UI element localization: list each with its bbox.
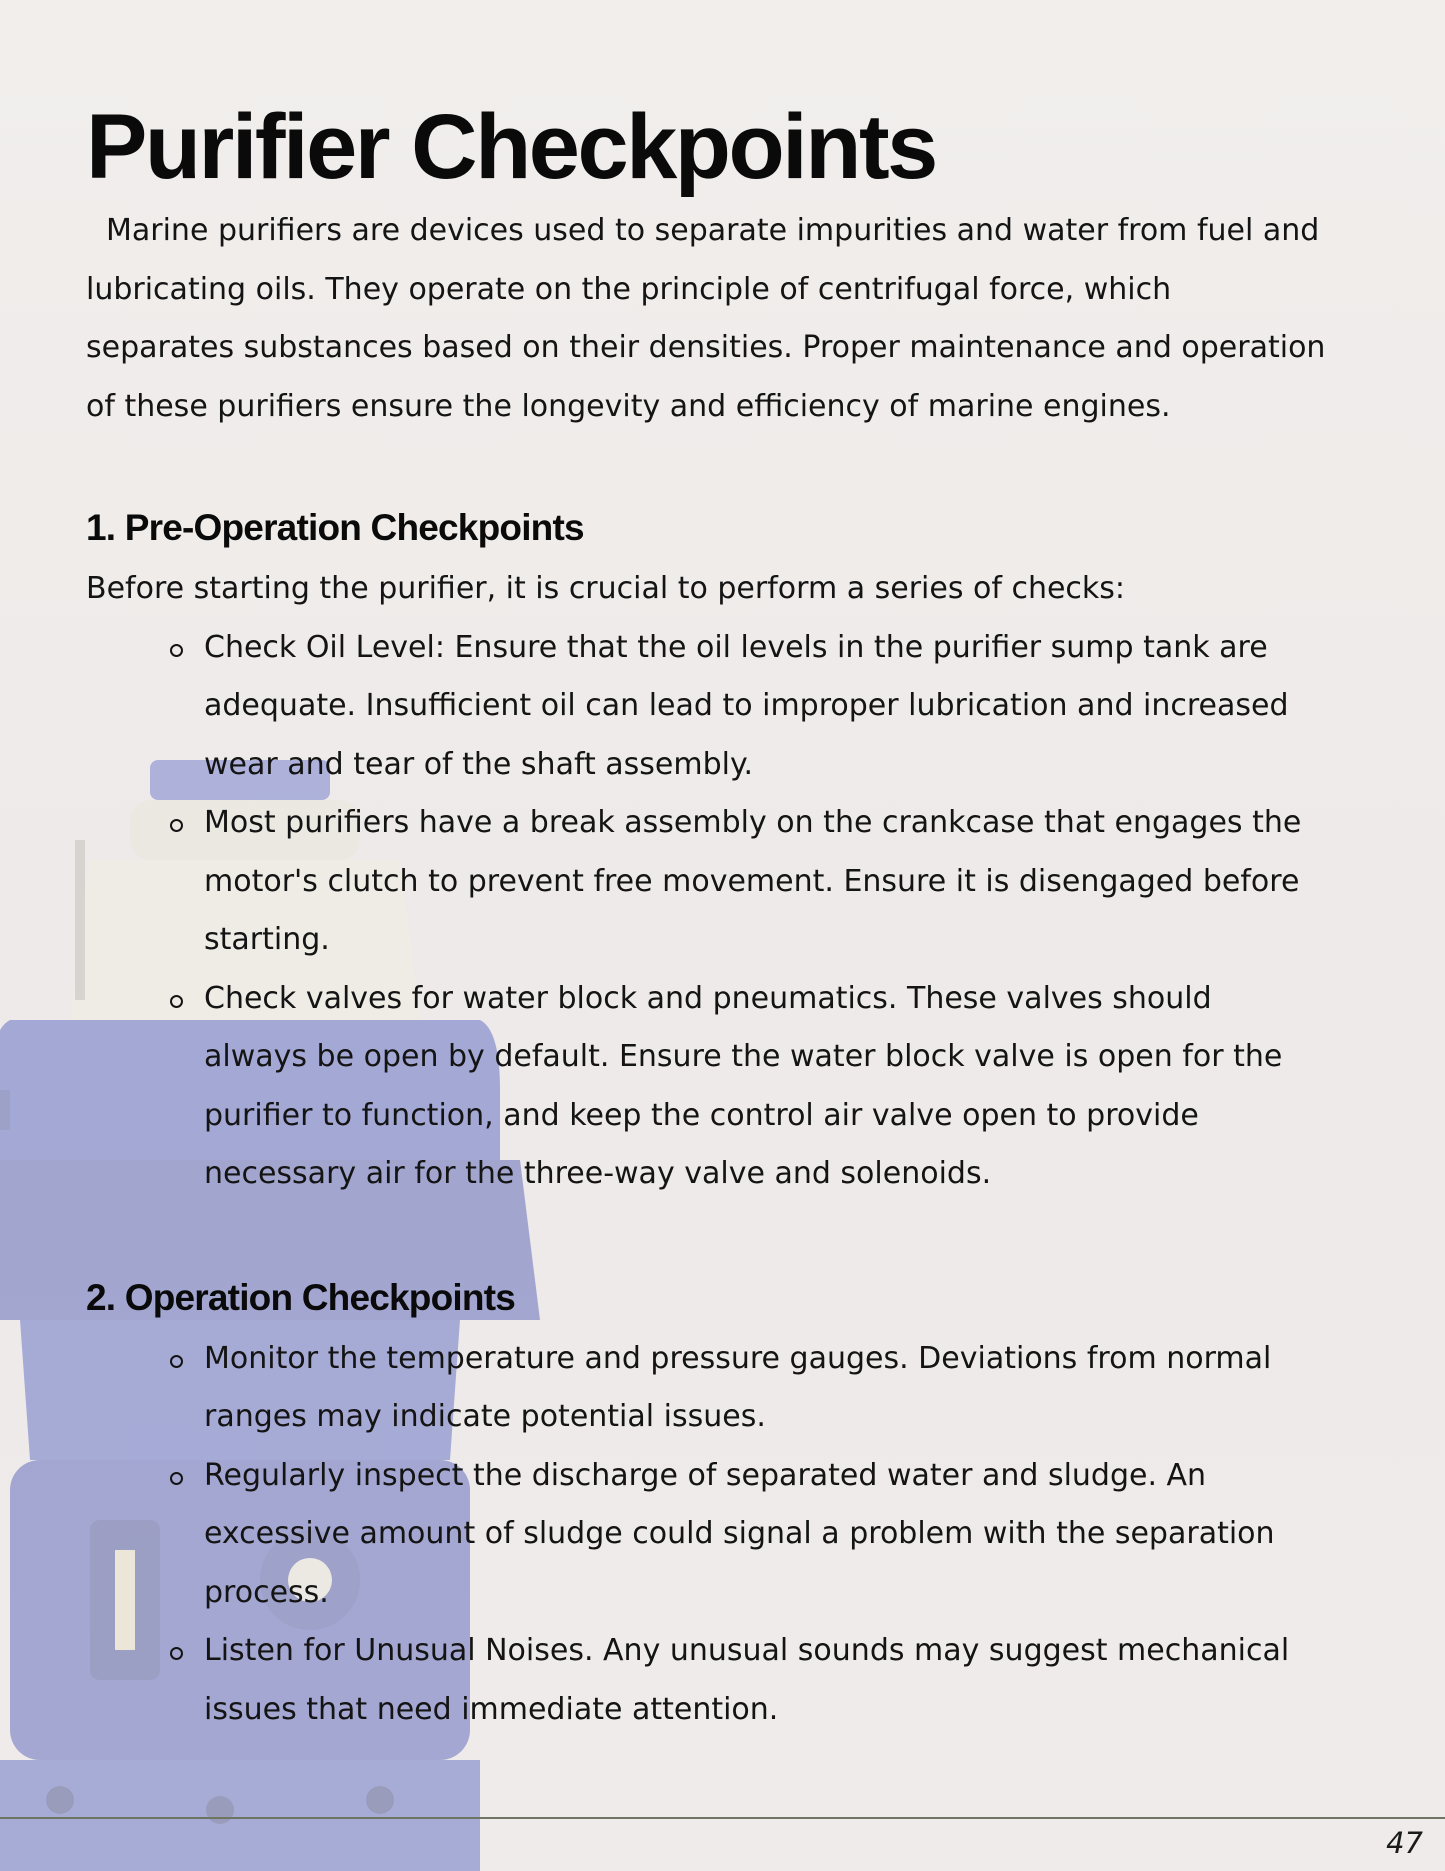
- operation-list: [86, 1330, 1346, 1740]
- bullet-circle-icon: [170, 1355, 183, 1368]
- page-number: 47: [1386, 1826, 1423, 1860]
- bullet-circle-icon: [170, 1472, 183, 1485]
- bullet-circle-icon: [170, 819, 183, 832]
- page-title: Purifier Checkpoints: [86, 96, 936, 198]
- list-item: [204, 1330, 1324, 1447]
- list-item: [204, 970, 1324, 1204]
- bullet-circle-icon: [170, 644, 183, 657]
- list-item-text: Listen for Unusual Noises. Any unusual sounds may suggest mechanical issues that need immediate attention.: [204, 1633, 1290, 1727]
- list-item-text: Check valves for water block and pneumatics. These valves should always be open by default. Ensure the water block valve is open for the purifier to function, and keep the control air valve open to provide necessary air for the three-way valve and solenoids.: [204, 980, 1283, 1191]
- footer-rule: [0, 1817, 1445, 1819]
- list-item-text: Regularly inspect the discharge of separated water and sludge. An excessive amount of sludge could signal a problem with the separation process.: [204, 1457, 1275, 1610]
- list-item: [204, 1622, 1324, 1739]
- list-item-text: Most purifiers have a break assembly on the crankcase that engages the motor's clutch to prevent free movement. Ensure it is disengaged before starting.: [204, 805, 1302, 957]
- list-item: [204, 1447, 1324, 1623]
- list-item: [204, 794, 1324, 970]
- pre-operation-list: [86, 619, 1346, 1204]
- list-item: [204, 619, 1324, 795]
- intro-paragraph: Marine purifiers are devices used to separate impurities and water from fuel and lubricating oils. They operate on the principle of centrifugal force, which separates substances based on their densities. Proper maintenance and operation of these purifiers ensure the longevity and efficiency of marine engines.: [86, 213, 1326, 424]
- section-heading-operation: 2. Operation Checkpoints: [86, 1276, 515, 1318]
- page-content: [86, 92, 1346, 1739]
- section-lead-pre-operation: Before starting the purifier, it is crucial to perform a series of checks:: [86, 571, 1126, 606]
- bullet-circle-icon: [170, 995, 183, 1008]
- section-heading-pre-operation: 1. Pre-Operation Checkpoints: [86, 507, 584, 548]
- list-item-text: Monitor the temperature and pressure gauges. Deviations from normal ranges may indicate potential issues.: [204, 1340, 1272, 1434]
- list-item-text: Check Oil Level: Ensure that the oil levels in the purifier sump tank are adequate. Insufficient oil can lead to improper lubrication and increased wear and tear of the shaft assembly.: [204, 629, 1289, 782]
- bullet-circle-icon: [170, 1647, 183, 1660]
